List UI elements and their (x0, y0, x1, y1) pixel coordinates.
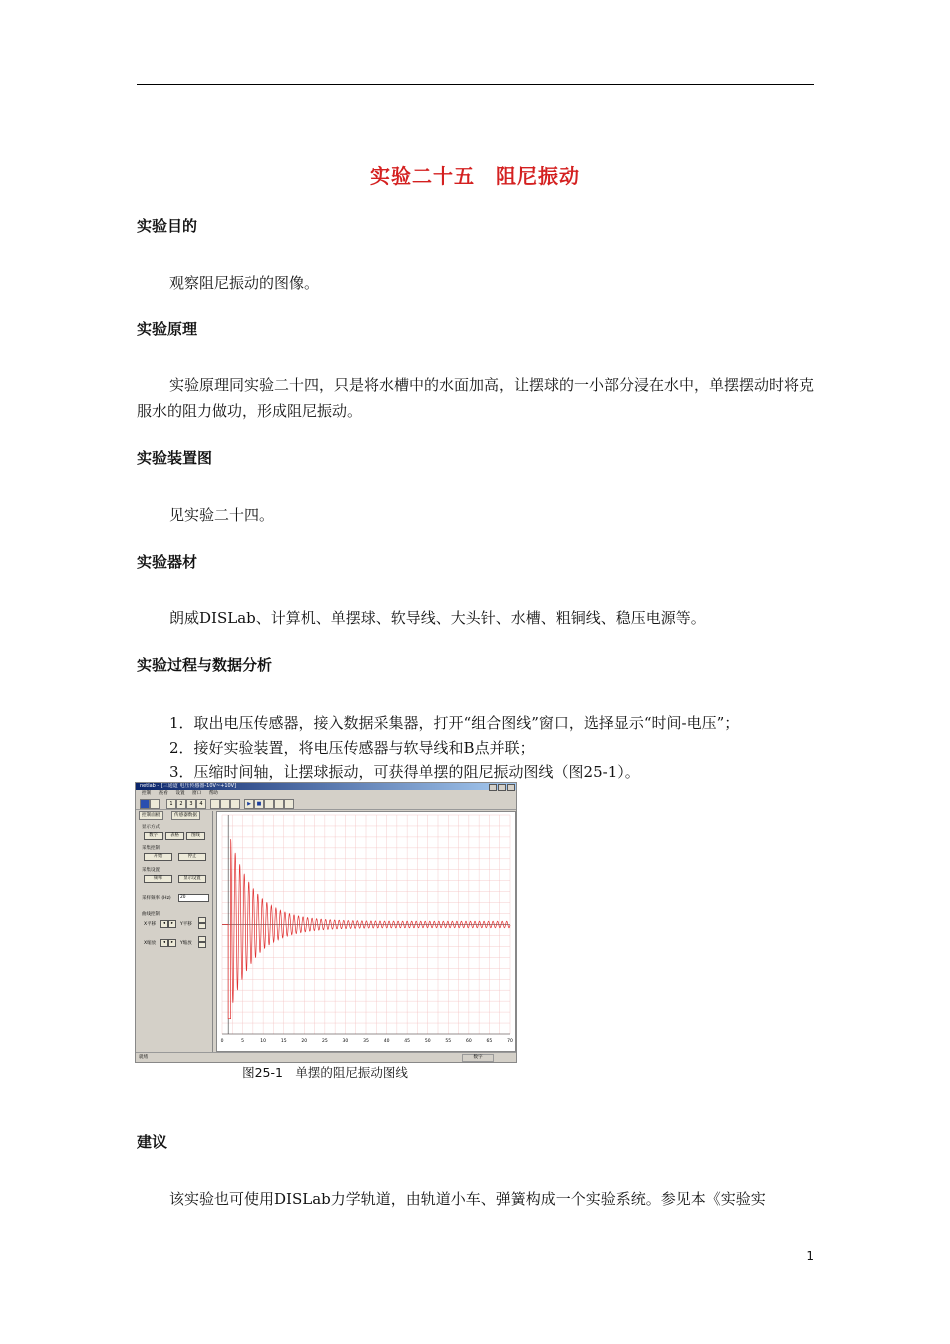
x-tick-label: 5 (241, 1039, 245, 1044)
x-tick-label: 15 (280, 1039, 287, 1044)
step-2: 2．接好实验装置，将电压传感器与软导线和B点并联； (169, 739, 535, 757)
menu-window[interactable]: 窗口 (192, 791, 202, 796)
process-heading: 实验过程与数据分析 (137, 656, 273, 674)
damped-oscillation-chart (217, 812, 515, 1051)
collect-settings-label: 采集设置 (142, 868, 160, 873)
x-tick-label: 70 (507, 1039, 513, 1044)
grid-icon[interactable] (210, 799, 220, 809)
x-tick-label: 20 (301, 1039, 308, 1044)
window-titlebar (136, 783, 516, 790)
x-tick-label: 25 (321, 1039, 328, 1044)
frequency-label: 采样频率 (Hz) (142, 896, 171, 901)
y-pan-down-icon[interactable] (198, 923, 206, 929)
x-tick-label: 10 (260, 1039, 267, 1044)
toolbar-btn-3[interactable]: 3 (186, 799, 196, 809)
figure-caption: 图25-1 单摆的阻尼振动图线 (242, 1065, 408, 1080)
equipment-heading: 实验器材 (137, 553, 198, 571)
menu-view[interactable]: 查看 (158, 791, 168, 796)
setup-heading: 实验装置图 (137, 449, 213, 467)
equipment-text: 朗威DISLab、计算机、单摆球、软导线、大头针、水槽、粗铜线、稳压电源等。 (169, 609, 706, 627)
status-text: 就绪 (139, 1055, 149, 1060)
export-icon[interactable] (264, 799, 274, 809)
toolbar-btn-1[interactable]: 1 (166, 799, 176, 809)
stop-icon[interactable]: ■ (254, 799, 264, 809)
menu-control[interactable]: 控制 (142, 791, 152, 796)
software-screenshot (135, 782, 517, 1063)
graph-button[interactable]: 图线 (186, 832, 205, 840)
start-button[interactable]: 开始 (144, 853, 172, 861)
menu-help[interactable]: 帮助 (208, 791, 218, 796)
window-title: netlab - [三通道 电压传感器-10V~+10V] (140, 783, 237, 789)
toolbar-btn-4[interactable]: 4 (196, 799, 206, 809)
x-pan-right-icon[interactable]: ▸ (168, 920, 176, 928)
display-settings-button[interactable]: 显示设置 (178, 875, 206, 883)
x-tick-label: 35 (363, 1039, 369, 1044)
menu-bar (136, 790, 516, 797)
tab-control-panel[interactable]: 控制面板 (139, 811, 163, 820)
table-button[interactable]: 表格 (165, 832, 184, 840)
status-mode: 数字 (462, 1054, 494, 1062)
step-1: 1．取出电压传感器，接入数据采集器，打开“组合图线”窗口，选择显示“时间-电压”； (169, 714, 740, 732)
paste-icon[interactable] (284, 799, 294, 809)
x-zoom-out-icon[interactable]: ▸ (168, 939, 176, 947)
purpose-heading: 实验目的 (137, 217, 198, 235)
status-bar (136, 1052, 516, 1062)
display-mode-label: 显示方式 (142, 825, 160, 830)
principle-heading: 实验原理 (137, 320, 198, 338)
x-pan-left-icon[interactable]: ◂ (160, 920, 168, 928)
x-tick-label: 30 (342, 1039, 349, 1044)
play-icon[interactable]: ▶ (244, 799, 254, 809)
setup-text: 见实验二十四。 (169, 506, 275, 524)
suggestion-text: 该实验也可使用DISLab力学轨道，由轨道小车、弹簧构成一个实验系统。参见本《实验实 (169, 1190, 766, 1208)
curve-control-label: 曲线控制 (142, 912, 160, 917)
y-pan-label: Y平移 (180, 922, 192, 927)
x-tick-label: 60 (465, 1039, 472, 1044)
x-tick-label: 40 (383, 1039, 390, 1044)
page-title: 实验二十五 阻尼振动 (370, 164, 580, 188)
collect-control-label: 采集控制 (142, 846, 160, 851)
x-zoom-label: X缩放 (144, 941, 157, 946)
copy-icon[interactable] (274, 799, 284, 809)
save-icon[interactable] (140, 799, 150, 809)
purpose-text: 观察阻尼振动的图像。 (169, 274, 320, 292)
x-tick-label: 65 (486, 1039, 493, 1044)
split-h-icon[interactable] (220, 799, 230, 809)
toolbar (136, 797, 516, 810)
principle-text: 实验原理同实验二十四，只是将水槽中的水面加高，让摆球的一小部分浸在水中，单摆摆动时将克服水的阻力做功，形成阻尼振动。 (137, 376, 815, 420)
page-number: 1 (806, 1249, 814, 1263)
window-icon[interactable] (150, 799, 160, 809)
digit-button[interactable]: 数字 (144, 832, 163, 840)
split-v-icon[interactable] (230, 799, 240, 809)
suggestion-heading: 建议 (137, 1133, 168, 1151)
x-tick-label: 0 (220, 1039, 224, 1044)
frequency-button[interactable]: 频率 (144, 875, 172, 883)
tab-sensor-data[interactable]: 传感器数据 (171, 811, 200, 820)
toolbar-btn-2[interactable]: 2 (176, 799, 186, 809)
x-tick-label: 55 (445, 1039, 452, 1044)
step-3: 3．压缩时间轴，让摆球振动，可获得单摆的阻尼振动图线（图25-1）。 (169, 763, 640, 781)
x-tick-label: 45 (404, 1039, 411, 1044)
header-rule (137, 84, 814, 85)
frequency-select[interactable]: 20 (178, 894, 209, 902)
menu-settings[interactable]: 设置 (175, 791, 185, 796)
control-panel (138, 811, 213, 1052)
x-pan-label: X平移 (144, 922, 157, 927)
y-zoom-label: Y缩放 (180, 941, 192, 946)
x-zoom-in-icon[interactable]: ◂ (160, 939, 168, 947)
plot-area[interactable] (216, 811, 516, 1052)
stop-button[interactable]: 停止 (178, 853, 206, 861)
x-tick-label: 50 (424, 1039, 431, 1044)
y-zoom-down-icon[interactable] (198, 942, 206, 948)
